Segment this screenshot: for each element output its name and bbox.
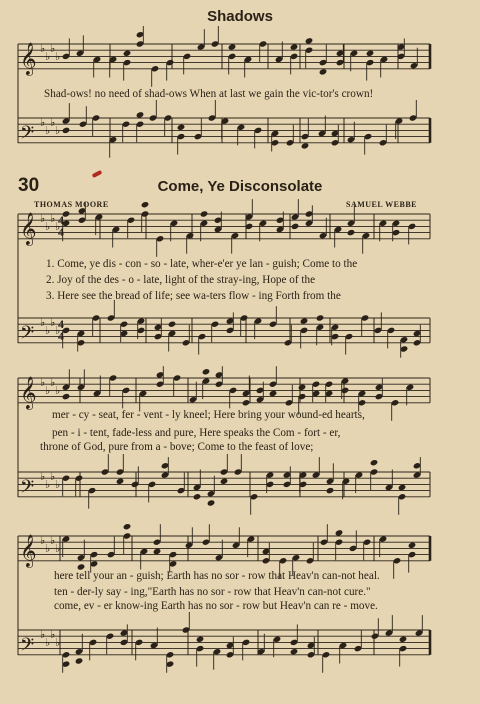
notehead	[335, 529, 344, 536]
hymn-number: 30	[18, 175, 40, 196]
flat-icon: ♭	[55, 384, 61, 397]
time-signature: 4	[58, 213, 64, 227]
notehead	[116, 478, 125, 485]
verse-1-line-3: here tell your an - guish; Earth has no sor - row that Heav'n can-not heal.	[54, 570, 380, 582]
notehead	[141, 201, 150, 208]
notehead	[319, 68, 328, 75]
verse-1-line-1: 1. Come, ye dis - con - so - late, wher-e'er ye lan - guish; Come to the	[46, 258, 358, 270]
notehead	[316, 314, 325, 321]
treble-clef-icon: 𝄞	[20, 375, 37, 409]
flat-icon: ♭	[45, 384, 51, 397]
notehead	[62, 127, 71, 134]
notehead	[347, 229, 356, 236]
notehead	[290, 648, 299, 655]
notehead	[200, 210, 209, 217]
flat-icon: ♭	[40, 376, 46, 389]
flat-icon: ♭	[50, 116, 56, 129]
verse-2-line-1: 2. Joy of the des - o - late, light of the stray-ing, Hope of the	[46, 274, 316, 286]
music-credit: SAMUEL WEBBE	[346, 200, 417, 209]
notehead	[75, 657, 84, 664]
time-signature: 4	[58, 329, 64, 343]
notehead	[220, 478, 229, 485]
flat-icon: ♭	[45, 220, 51, 233]
flat-icon: ♭	[50, 42, 56, 55]
flat-icon: ♭	[55, 542, 61, 555]
notehead	[193, 493, 202, 500]
flat-icon: ♭	[50, 534, 56, 547]
time-signature: 4	[58, 317, 64, 331]
notehead	[123, 523, 132, 530]
bass-clef-icon: 𝄢	[20, 322, 35, 348]
flat-icon: ♭	[45, 324, 51, 337]
treble-clef-icon: 𝄞	[20, 41, 37, 75]
bass-clef-icon: 𝄢	[20, 122, 35, 148]
flat-icon: ♭	[45, 50, 51, 63]
notehead	[207, 499, 216, 506]
flat-icon: ♭	[55, 124, 61, 137]
top-lyric-line: Shad-ows! no need of shad-ows When at last we gain the vic-tor's crown!	[44, 88, 374, 100]
flat-icon: ♭	[50, 628, 56, 641]
notehead	[177, 124, 186, 131]
notehead	[196, 636, 205, 643]
flat-icon: ♭	[55, 324, 61, 337]
flat-icon: ♭	[55, 636, 61, 649]
notehead	[202, 368, 211, 375]
flat-icon: ♭	[40, 534, 46, 547]
hymn-title: Come, Ye Disconsolate	[157, 178, 323, 195]
flat-icon: ♭	[45, 542, 51, 555]
top-hymn-title: Shadows	[207, 8, 273, 25]
flat-icon: ♭	[40, 628, 46, 641]
time-signature: 4	[58, 225, 64, 239]
notehead	[398, 484, 407, 491]
flat-icon: ♭	[55, 50, 61, 63]
notehead	[228, 43, 237, 50]
notehead	[242, 399, 251, 406]
notehead	[399, 636, 408, 643]
notehead	[123, 50, 132, 57]
notehead	[168, 321, 177, 328]
notehead	[326, 487, 335, 494]
flat-icon: ♭	[45, 124, 51, 137]
flat-icon: ♭	[40, 316, 46, 329]
notehead	[291, 223, 300, 230]
verse-3-line-2: throne of God, pure from a - bove; Come to the feast of love;	[40, 441, 314, 453]
verse-2-line-3: ten - der-ly say - ing,"Earth has no sor - row that Heav'n can-not cure."	[54, 586, 371, 598]
notehead	[370, 459, 379, 466]
flat-icon: ♭	[45, 636, 51, 649]
verse-2-line-2: pen - i - tent, fade-less and pure, Here speaks the Com - fort - er,	[52, 427, 341, 439]
flat-icon: ♭	[50, 470, 56, 483]
notehead	[136, 111, 145, 118]
flat-icon: ♭	[50, 212, 56, 225]
treble-clef-icon: 𝄞	[20, 211, 37, 245]
notehead	[62, 393, 71, 400]
treble-clef-icon: 𝄞	[20, 533, 37, 567]
notehead	[305, 37, 314, 44]
flat-icon: ♭	[40, 42, 46, 55]
verse-1-line-2: mer - cy - seat, fer - vent - ly kneel; Here bring your wound-ed hearts,	[52, 409, 365, 421]
notehead	[269, 390, 278, 397]
verse-3-line-1: 3. Here see the bread of life; see wa-ters flow - ing Forth from the	[46, 290, 341, 302]
flat-icon: ♭	[40, 116, 46, 129]
flat-icon: ♭	[55, 220, 61, 233]
bass-clef-icon: 𝄢	[20, 634, 35, 660]
notehead	[153, 548, 162, 555]
flat-icon: ♭	[50, 376, 56, 389]
flat-icon: ♭	[45, 478, 51, 491]
notehead	[300, 317, 309, 324]
flat-icon: ♭	[40, 212, 46, 225]
bass-clef-icon: 𝄢	[20, 476, 35, 502]
words-credit: THOMAS MOORE	[34, 200, 109, 209]
notehead	[298, 384, 307, 391]
notehead	[290, 43, 299, 50]
notehead	[366, 50, 375, 57]
verse-3-line-3: come, ev - er know-ing Earth has no sor - row but Heav'n can re - move.	[54, 600, 378, 612]
notehead	[301, 142, 310, 149]
flat-icon: ♭	[40, 470, 46, 483]
flat-icon: ♭	[55, 478, 61, 491]
notehead	[408, 542, 417, 549]
flat-icon: ♭	[50, 316, 56, 329]
